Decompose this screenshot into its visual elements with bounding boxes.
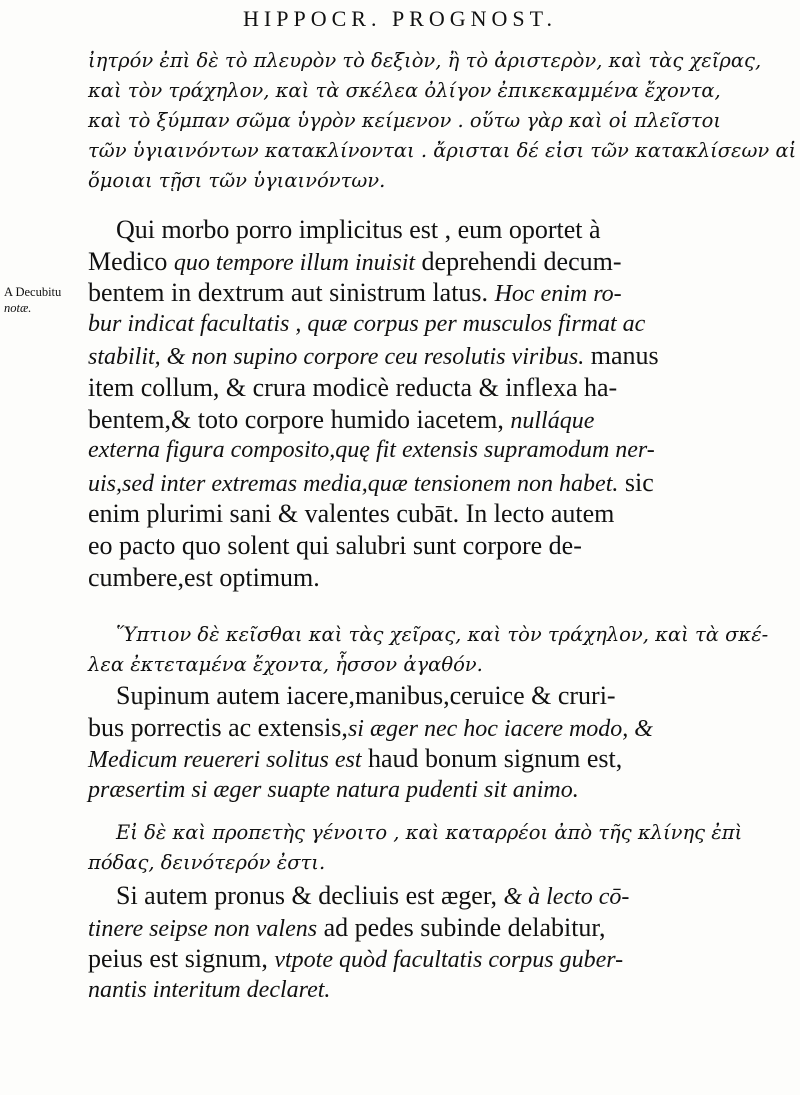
- italic-run: Hoc enim ro-: [494, 281, 622, 308]
- latin-line: [88, 246, 706, 278]
- text-run: manus: [584, 341, 659, 371]
- text-run: Si autem pronus & decliuis est æger,: [116, 881, 504, 910]
- latin-line: Supinum autem iacere,manibus,ceruice & cruri-: [116, 681, 616, 710]
- latin-line: [88, 467, 706, 499]
- greek-line: καὶ τὸν τράχηλον, καὶ τὰ σκέλεα ὀλίγον ἐπικεκαμμένα ἔχοντα,: [88, 79, 721, 102]
- latin-line: [88, 277, 706, 309]
- italic-run: vtpote quòd facultatis corpus guber-: [274, 947, 624, 974]
- italic-run: quo tempore illum inuisit: [173, 249, 416, 276]
- latin-line: cumbere,est optimum.: [88, 562, 320, 592]
- text-run: peius est signum,: [88, 944, 275, 974]
- italic-run: si æger nec hoc iacere modo, &: [347, 715, 653, 742]
- margin-note: [4, 284, 61, 316]
- latin-line: Qui morbo porro implicitus est , eum oportet à: [116, 215, 601, 244]
- latin-line: item collum, & crura modicè reducta & inflexa ha-: [88, 372, 618, 402]
- latin-line: [88, 880, 706, 912]
- running-header: HIPPOCR. PROGNOST.: [243, 6, 557, 31]
- latin-passage-3: [88, 880, 706, 1006]
- latin-line: præsertim si æger suapte natura pudenti sit animo.: [88, 776, 579, 803]
- latin-passage-1: [88, 214, 706, 593]
- text-run: bus porrectis ac extensis,: [88, 712, 348, 742]
- latin-line: nantis interitum declaret.: [88, 976, 331, 1003]
- margin-note-line-2: notæ.: [4, 301, 32, 315]
- text-run: sic: [618, 467, 654, 497]
- greek-passage-2: [88, 620, 769, 680]
- latin-line: bur indicat facultatis , quæ corpus per musculos firmat ac: [88, 310, 646, 337]
- greek-passage-1: [88, 46, 797, 196]
- text-run: bentem,& toto corpore humido iacetem,: [88, 404, 511, 434]
- text-run: haud bonum signum est,: [361, 744, 623, 774]
- greek-line: πόδας, δεινότερόν ἐστι.: [88, 851, 326, 874]
- italic-run: uis,sed inter extremas media,quæ tensionem non habet.: [88, 470, 619, 497]
- italic-run: Medicum reuereri solitus est: [88, 747, 362, 774]
- greek-line: ἰητρόν ἐπὶ δὲ τὸ πλευρὸν τὸ δεξιὸν, ἢ τὸ ἀριστερὸν, καὶ τὰς χεῖρας,: [88, 49, 762, 72]
- greek-line: ὅμοιαι τῇσι τῶν ὑγιαινόντων.: [88, 169, 386, 192]
- text-run: deprehendi decum-: [415, 246, 622, 276]
- text-run: bentem in dextrum aut sinistrum latus.: [88, 278, 495, 308]
- latin-line: [88, 712, 706, 744]
- latin-passage-2: [88, 680, 706, 806]
- italic-run: & à lecto cō-: [503, 884, 630, 910]
- greek-line: Εἰ δὲ καὶ προπετὴς γένοιτο , καὶ καταρρέοι ἀπὸ τῆς κλίνης ἐπὶ: [116, 821, 743, 844]
- text-run: ad pedes subinde delabitur,: [317, 912, 606, 942]
- latin-line: [88, 912, 706, 944]
- greek-line: καὶ τὸ ξύμπαν σῶμα ὑγρὸν κείμενον . οὕτω γὰρ καὶ οἱ πλεῖστοι: [88, 109, 722, 132]
- italic-run: nulláque: [510, 407, 595, 434]
- latin-line: externa figura composito,quę fit extensis supramodum ner-: [88, 437, 655, 464]
- greek-passage-3: [88, 818, 743, 878]
- greek-line: λεα ἐκτεταμένα ἔχοντα, ἧσσον ἀγαθόν.: [88, 653, 483, 676]
- text-run: Medico: [88, 246, 174, 276]
- latin-line: eo pacto quo solent qui salubri sunt corpore de-: [88, 530, 582, 560]
- latin-line: [88, 404, 706, 436]
- italic-run: tinere seipse non valens: [88, 915, 318, 942]
- latin-line: enim plurimi sani & valentes cubāt. In lecto autem: [88, 499, 615, 529]
- latin-line: [88, 340, 706, 372]
- latin-line: [88, 743, 706, 775]
- greek-line: Ὕπτιον δὲ κεῖσθαι καὶ τὰς χεῖρας, καὶ τὸν τράχηλον, καὶ τὰ σκέ-: [116, 623, 769, 646]
- latin-line: [88, 943, 706, 975]
- greek-line: τῶν ὑγιαινόντων κατακλίνονται . ἄρισται δέ εἰσι τῶν κατακλίσεων αἱ: [88, 139, 797, 162]
- margin-note-line-1: A Decubitu: [4, 285, 62, 299]
- italic-run: stabilit, & non supino corpore ceu resolutis viribus.: [88, 344, 585, 371]
